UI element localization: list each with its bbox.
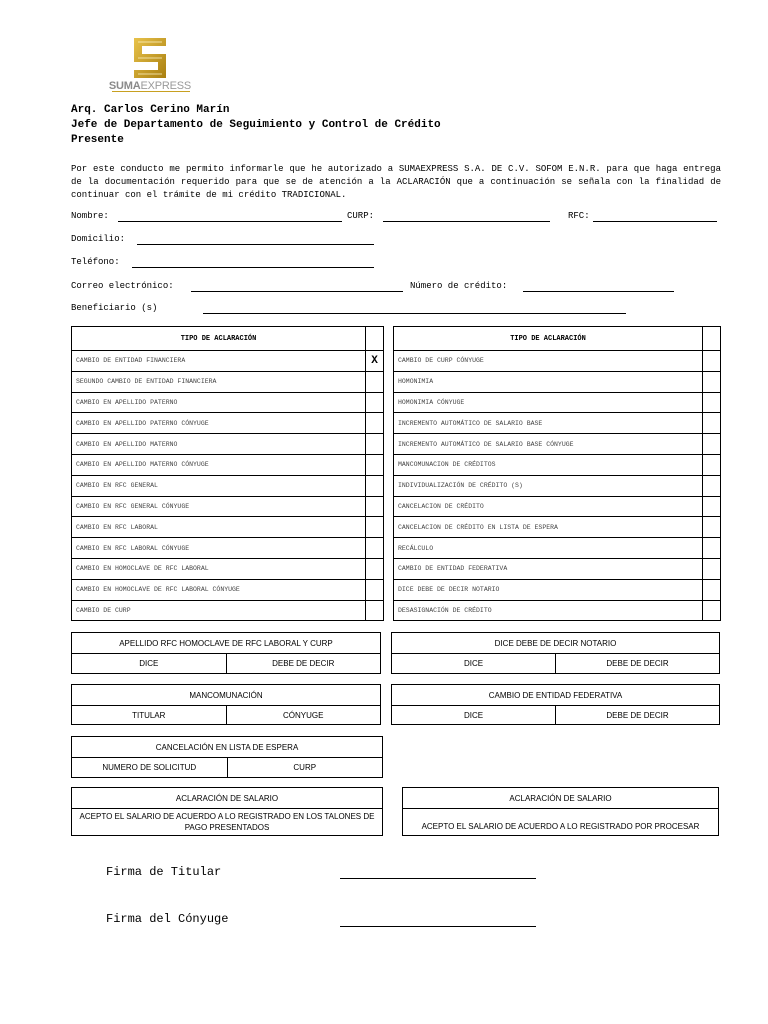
numero-solicitud-cell[interactable]: NUMERO DE SOLICITUD [72,758,228,778]
box-title: ACLARACIÓN DE SALARIO [72,788,383,809]
box-title: CANCELACIÓN EN LISTA DE ESPERA [72,737,383,758]
recipient-greeting: Presente [71,134,124,146]
box-title: MANCOMUNACIÓN [72,685,381,706]
curp-label: CURP: [347,211,375,221]
debe-de-decir-cell[interactable]: DEBE DE DECIR [226,654,381,674]
tipo-option: CAMBIO DE ENTIDAD FINANCIERA [72,351,366,372]
tipo-option: CAMBIO DE CURP CÓNYUGE [394,351,703,372]
curp-input[interactable] [383,211,550,222]
tipo-aclaracion-table-right [393,326,721,621]
check-cell[interactable] [703,558,721,579]
check-cell[interactable] [366,600,384,621]
tipo-option: CAMBIO EN APELLIDO MATERNO CÓNYUGE [72,454,366,475]
tipo-option: CAMBIO EN APELLIDO PATERNO [72,392,366,413]
mancomunacion-box [71,684,381,725]
check-cell[interactable] [366,558,384,579]
numero-credito-input[interactable] [523,281,674,292]
sumaexpress-logo [104,34,196,96]
tipo-option: CAMBIO EN HOMOCLAVE DE RFC LABORAL [72,558,366,579]
tipo-option: HOMONIMIA [394,371,703,392]
tipo-option: DICE DEBE DE DECIR NOTARIO [394,579,703,600]
check-cell[interactable] [366,538,384,559]
check-cell[interactable] [703,392,721,413]
check-cell[interactable] [366,454,384,475]
entidad-federativa-box [391,684,720,725]
check-cell[interactable] [366,434,384,455]
check-cell[interactable] [366,475,384,496]
nombre-input[interactable] [118,211,342,222]
tipo-option: CAMBIO EN RFC GENERAL CÓNYUGE [72,496,366,517]
dice-cell[interactable]: DICE [392,654,556,674]
salario-acceptance-option[interactable]: ACEPTO EL SALARIO DE ACUERDO A LO REGISTRADO POR PROCESAR [403,809,719,836]
check-cell[interactable] [366,413,384,434]
tipo-aclaracion-table-left [71,326,384,621]
tipo-option: HOMONIMIA CÓNYUGE [394,392,703,413]
tipo-option: RECÁLCULO [394,538,703,559]
correo-label: Correo electrónico: [71,281,174,291]
sumaexpress-s-icon [128,34,172,82]
tipo-option: SEGUNDO CAMBIO DE ENTIDAD FINANCIERA [72,371,366,392]
tipo-option: CANCELACION DE CRÉDITO [394,496,703,517]
tipo-option: CAMBIO DE ENTIDAD FEDERATIVA [394,558,703,579]
firma-conyuge-line[interactable] [340,926,536,927]
box-title: CAMBIO DE ENTIDAD FEDERATIVA [392,685,720,706]
firma-conyuge-label: Firma del Cónyuge [106,912,229,926]
check-cell[interactable] [703,351,721,372]
check-cell[interactable] [703,538,721,559]
rfc-label: RFC: [568,211,590,221]
check-cell[interactable] [703,413,721,434]
tipo-option: INCREMENTO AUTOMÁTICO DE SALARIO BASE CÓNYUGE [394,434,703,455]
check-cell[interactable] [703,496,721,517]
nombre-label: Nombre: [71,211,109,221]
correo-input[interactable] [191,281,403,292]
rfc-input[interactable] [593,211,717,222]
tipo-option: CAMBIO EN RFC LABORAL CÓNYUGE [72,538,366,559]
beneficiario-label: Beneficiario (s) [71,303,158,313]
recipient-position: Jefe de Departamento de Seguimiento y Control de Crédito [71,119,441,131]
telefono-label: Teléfono: [71,257,120,267]
intro-paragraph: Por este conducto me permito informarle que he autorizado a SUMAEXPRESS S.A. DE C.V. SOFOM E.N.R. para que haga entrega de la documentación requerido para que se de atención a la ACLARACIÓN que a continuación se señala con la finalidad de continuar con el trámite de mi crédito TRADICIONAL. [71,164,721,200]
box-title: DICE DEBE DE DECIR NOTARIO [392,633,720,654]
telefono-input[interactable] [132,257,374,268]
check-cell[interactable] [703,371,721,392]
check-cell[interactable] [703,434,721,455]
salario-acceptance-option[interactable]: ACEPTO EL SALARIO DE ACUERDO A LO REGISTRADO EN LOS TALONES DE PAGO PRESENTADOS [72,809,383,836]
check-cell[interactable] [366,579,384,600]
check-cell[interactable] [366,392,384,413]
check-cell[interactable] [703,475,721,496]
tipo-option: CAMBIO EN APELLIDO MATERNO [72,434,366,455]
tipo-option: CAMBIO EN HOMOCLAVE DE RFC LABORAL CÓNYUGE [72,579,366,600]
titular-cell[interactable]: TITULAR [72,706,227,725]
check-cell[interactable] [703,579,721,600]
dice-cell[interactable]: DICE [392,706,556,725]
recipient-name: Arq. Carlos Cerino Marín [71,104,230,116]
aclaracion-salario-talones-box [71,787,383,836]
tipo-option: MANCOMUNACION DE CRÉDITOS [394,454,703,475]
dice-cell[interactable]: DICE [72,654,227,674]
tipo-option: DESASIGNACIÓN DE CRÉDITO [394,600,703,621]
check-cell[interactable] [366,517,384,538]
check-cell[interactable] [366,371,384,392]
beneficiario-input[interactable] [203,303,626,314]
tipo-option: CAMBIO EN RFC GENERAL [72,475,366,496]
check-cell[interactable] [366,496,384,517]
tipo-option: CAMBIO EN RFC LABORAL [72,517,366,538]
domicilio-label: Domicilio: [71,234,126,244]
tipo-option: CANCELACION DE CRÉDITO EN LISTA DE ESPERA [394,517,703,538]
firma-titular-label: Firma de Titular [106,865,222,879]
apellido-rfc-box [71,632,381,674]
cancelacion-lista-espera-box [71,736,383,778]
selected-mark[interactable]: X [366,351,384,372]
conyuge-cell[interactable]: CÓNYUGE [226,706,381,725]
domicilio-input[interactable] [137,234,374,245]
check-cell[interactable] [703,517,721,538]
tipo-option: CAMBIO DE CURP [72,600,366,621]
debe-de-decir-cell[interactable]: DEBE DE DECIR [556,654,720,674]
logo-wordmark: SUMAEXPRESS [108,80,192,92]
numero-credito-label: Número de crédito: [410,281,508,291]
debe-de-decir-cell[interactable]: DEBE DE DECIR [556,706,720,725]
box-title: APELLIDO RFC HOMOCLAVE DE RFC LABORAL Y CURP [72,633,381,654]
check-cell[interactable] [366,327,384,351]
check-cell[interactable] [703,327,721,351]
tipo-header-right: TIPO DE ACLARACIÓN [394,327,703,351]
tipo-header-left: TIPO DE ACLARACIÓN [72,327,366,351]
box-title: ACLARACIÓN DE SALARIO [403,788,719,809]
firma-titular-line[interactable] [340,878,536,879]
logo-tagline-rule [112,91,190,95]
tipo-option: CAMBIO EN APELLIDO PATERNO CÓNYUGE [72,413,366,434]
notario-box [391,632,720,674]
tipo-option: INDIVIDUALIZACIÓN DE CRÉDITO (S) [394,475,703,496]
curp-cell[interactable]: CURP [227,758,383,778]
aclaracion-salario-procesar-box [402,787,719,836]
check-cell[interactable] [703,600,721,621]
check-cell[interactable] [703,454,721,475]
tipo-option: INCREMENTO AUTOMÁTICO DE SALARIO BASE [394,413,703,434]
